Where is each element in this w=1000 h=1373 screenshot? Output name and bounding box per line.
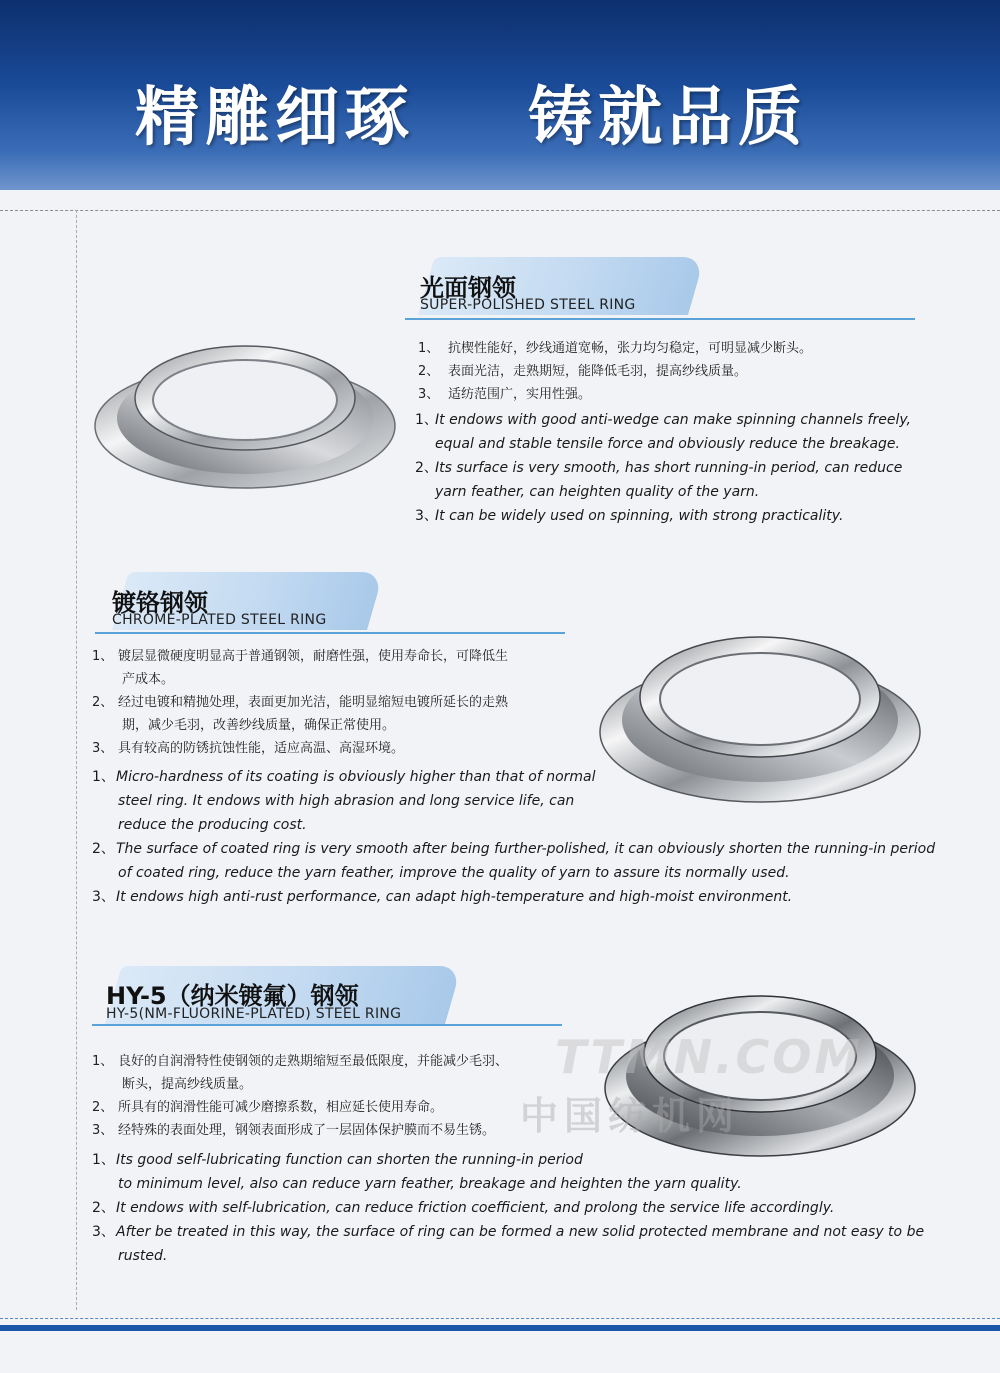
list-item: 产成本。 [122,672,175,687]
list-item: 期，减少毛羽，改善纱线质量，确保正常使用。 [122,718,396,733]
list-item: 3、 It can be widely used on spinning, with strong practicality. [415,508,844,524]
section1-title-cn: 光面钢领 [420,274,516,302]
list-item: 1、 Its good self-lubricating function can shorten the running-in period [92,1152,583,1168]
list-item: 3、 适纺范围广，实用性强。 [418,387,592,402]
list-item: reduce the producing cost. [118,817,307,833]
page-title: 精雕细琢 铸就品质 [135,80,809,155]
section2-title-en: CHROME-PLATED STEEL RING [112,612,327,628]
section3-points-en [92,1148,924,1268]
list-item: 1、 Micro-hardness of its coating is obviously higher than that of normal [92,769,596,785]
section1-points-cn [418,337,812,406]
watermark-logo-text: 中国纺机网 [520,1094,741,1138]
list-item: 1、 It endows with good anti-wedge can make spinning channels freely, [415,412,911,428]
section1-title-rule [405,318,915,320]
list-item: equal and stable tensile force and obviously reduce the breakage. [435,436,900,452]
list-item: 2、 所具有的润滑性能可减少磨擦系数，相应延长使用寿命。 [92,1100,444,1115]
section2-points-en [92,765,935,909]
section1-points-en [415,408,911,528]
list-item: 3、 经特殊的表面处理，钢领表面形成了一层固体保护膜而不易生锈。 [92,1123,496,1138]
list-item: 2、 Its surface is very smooth, has short running-in period, can reduce [415,460,903,476]
section3-points-cn [92,1050,508,1142]
section1-title-en: SUPER-POLISHED STEEL RING [420,297,636,313]
list-item: 1、 良好的自润滑特性使钢领的走熟期缩短至最低限度，并能减少毛羽、 [92,1054,509,1069]
list-item: rusted. [118,1248,168,1264]
cut-line-vertical [76,210,77,1310]
list-item: 2、 经过电镀和精抛处理，表面更加光洁，能明显缩短电镀所延长的走熟 [92,695,509,710]
footer-cut-line [0,1318,1000,1319]
cut-line-horizontal [0,210,1000,211]
section2-title-rule [95,632,565,634]
section3-title-rule [92,1024,562,1026]
list-item: 2、 It endows with self-lubrication, can reduce friction coefficient, and prolong the service life accordingly. [92,1200,835,1216]
list-item: 1、 镀层显微硬度明显高于普通钢领，耐磨性强，使用寿命长，可降低生 [92,649,509,664]
super-polished-ring-image [85,318,415,498]
list-item: yarn feather, can heighten quality of the yarn. [435,484,760,500]
watermark-url: TTMN.COM [555,1030,864,1084]
list-item: to minimum level, also can reduce yarn feather, breakage and heighten the yarn quality. [118,1176,742,1192]
header-banner [0,0,1000,190]
list-item: 3、 After be treated in this way, the surface of ring can be formed a new solid protected membrane and not easy to be [92,1224,925,1240]
footer-rule [0,1325,1000,1331]
list-item: 2、 表面光洁，走熟期短，能降低毛羽，提高纱线质量。 [418,364,748,379]
list-item: of coated ring, reduce the yarn feather, improve the quality of yarn to assure its normally used. [118,865,790,881]
section2-points-cn [92,645,508,760]
list-item: 3、 具有较高的防锈抗蚀性能，适应高温、高湿环境。 [92,741,405,756]
section3-title-cn: HY-5（纳米镀氟）钢领 [106,982,359,1010]
list-item: 1、 抗楔性能好，纱线通道宽畅，张力均匀稳定，可明显减少断头。 [418,341,813,356]
list-item: steel ring. It endows with high abrasion and long service life, can [118,793,575,809]
section3-title-en: HY-5(NM-FLUORINE-PLATED) STEEL RING [106,1006,402,1022]
list-item: 断头，提高纱线质量。 [122,1077,253,1092]
list-item: 3、 It endows high anti-rust performance, can adapt high-temperature and high-moist environment. [92,889,793,905]
list-item: 2、 The surface of coated ring is very smooth after being further-polished, it can obviously shorten the running-in period [92,841,936,857]
section2-title-cn: 镀铬钢领 [112,589,208,617]
